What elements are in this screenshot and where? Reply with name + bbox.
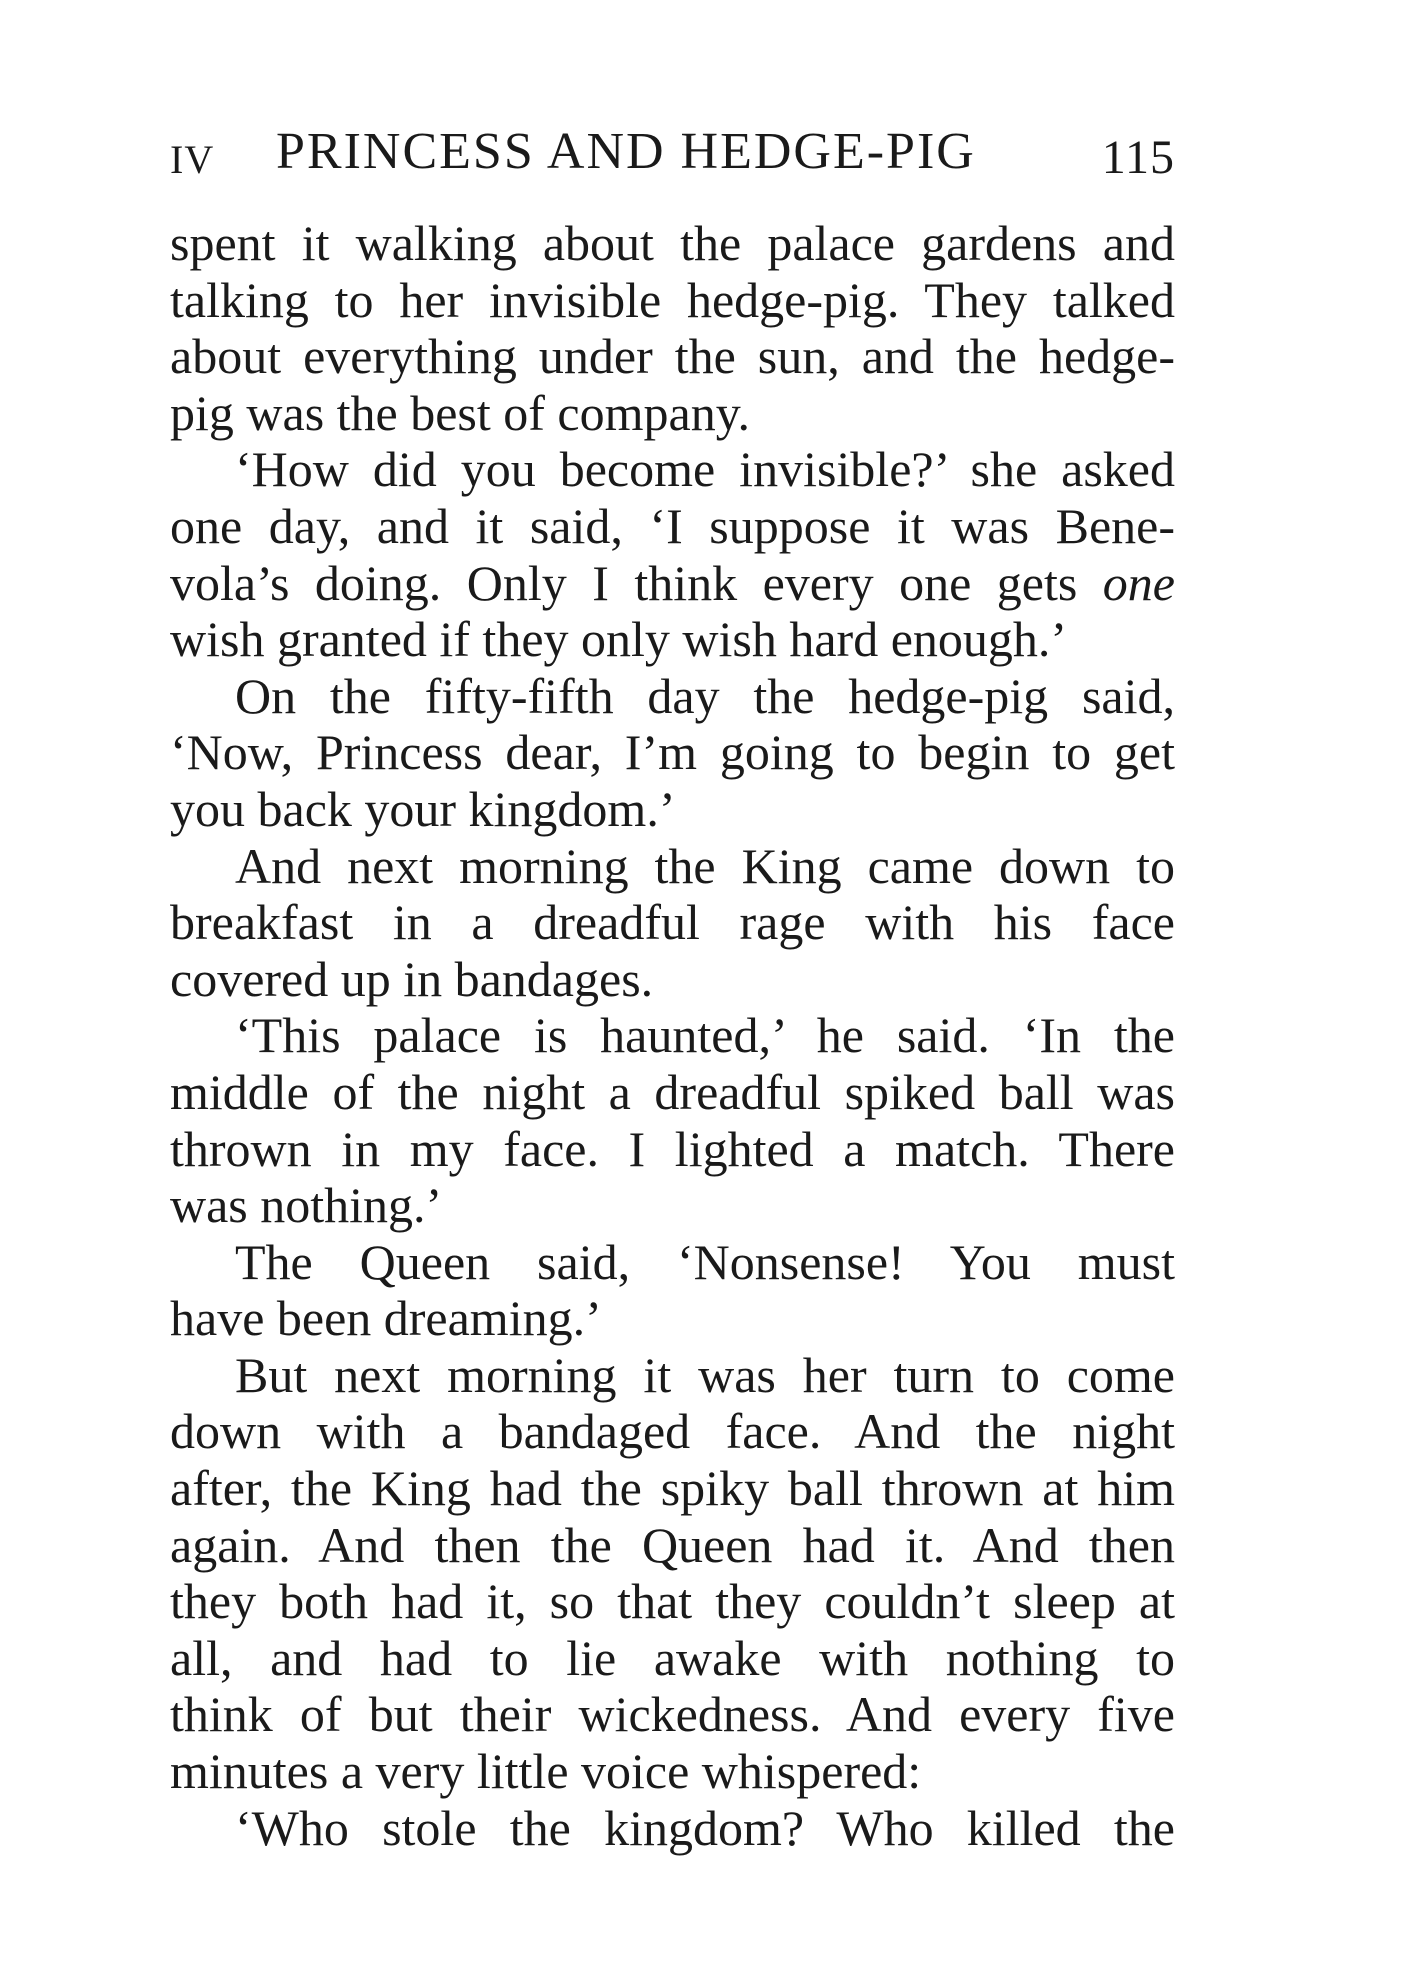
text-line: middle of the night a dreadful spiked ball was — [170, 1063, 1175, 1120]
text-segment: vola’s doing. Only I think every one gets — [170, 554, 1103, 611]
emphasized-word: one — [1102, 554, 1175, 611]
chapter-number: IV — [170, 137, 215, 182]
body-text — [170, 215, 1175, 1856]
text-line: have been dreaming.’ — [170, 1290, 602, 1347]
text-line: And next morning the King came down to — [235, 837, 1175, 894]
text-line: On the fifty-fifth day the hedge-pig said, — [235, 667, 1175, 724]
text-line: But next morning it was her turn to come — [235, 1346, 1175, 1403]
text-line: The Queen said, ‘Nonsense! You must — [235, 1233, 1175, 1290]
text-line: pig was the best of company. — [170, 384, 750, 441]
text-line: one day, and it said, ‘I suppose it was Bene- — [170, 497, 1175, 554]
text-line: ‘How did you become invisible?’ she asked — [235, 441, 1175, 498]
text-line: all, and had to lie awake with nothing to — [170, 1629, 1175, 1686]
text-line: talking to her invisible hedge-pig. They talked — [170, 271, 1175, 328]
text-line: ‘Who stole the kingdom? Who killed the — [235, 1799, 1175, 1856]
text-line: they both had it, so that they couldn’t sleep at — [170, 1573, 1175, 1630]
text-line: about everything under the sun, and the hedge- — [170, 328, 1175, 385]
text-line: wish granted if they only wish hard enough.’ — [170, 611, 1068, 668]
text-line: after, the King had the spiky ball thrown at him — [170, 1460, 1175, 1517]
text-line: was nothing.’ — [170, 1177, 443, 1234]
text-line: you back your kingdom.’ — [170, 780, 676, 837]
text-line: covered up in bandages. — [170, 950, 654, 1007]
text-line — [170, 555, 1175, 612]
running-head — [170, 122, 1175, 192]
text-line: minutes a very little voice whispered: — [170, 1743, 922, 1800]
text-line: again. And then the Queen had it. And then — [170, 1516, 1175, 1573]
text-line: breakfast in a dreadful rage with his face — [170, 894, 1175, 951]
text-line: ‘Now, Princess dear, I’m going to begin to get — [170, 724, 1175, 781]
text-line: spent it walking about the palace gardens and — [170, 215, 1175, 271]
page-number: 115 — [1101, 131, 1175, 184]
text-line: think of but their wickedness. And every five — [170, 1686, 1175, 1743]
text-line: down with a bandaged face. And the night — [170, 1403, 1175, 1460]
text-line: thrown in my face. I lighted a match. There — [170, 1120, 1175, 1177]
text-line: ‘This palace is haunted,’ he said. ‘In the — [235, 1007, 1175, 1064]
running-title: PRINCESS AND HEDGE-PIG — [276, 123, 976, 180]
